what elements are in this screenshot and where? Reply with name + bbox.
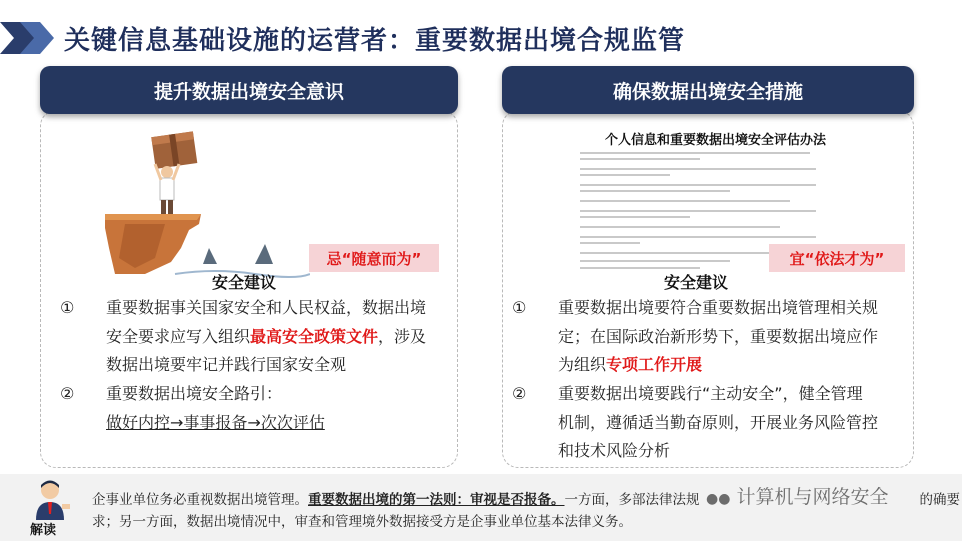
left-panel-heading: 提升数据出境安全意识: [40, 66, 458, 114]
interpretation-text-c: 一方面，多部法律法规: [564, 492, 700, 508]
interpretation-text-b: 重要数据出境的第一法则：审视是否报备。: [308, 492, 565, 508]
chevron-icon: [0, 18, 58, 58]
interpretation-label: 解读: [30, 523, 57, 538]
right-subtitle: 安全建议: [664, 273, 729, 292]
interpretation-text-a: 企事业单位务必重视数据出境管理。: [92, 492, 308, 508]
right-item-2-line-1: 重要数据出境要践行“主动安全”，健全管理: [558, 384, 863, 403]
page-title: 关键信息基础设施的运营者：重要数据出境合规监管: [64, 26, 686, 56]
left-subtitle: 安全建议: [212, 273, 277, 292]
presenter-avatar-icon: [28, 476, 72, 520]
left-item-1-highlight: 最高安全政策文件: [250, 327, 379, 346]
left-item-2-line-2: 做好内控→事事报备→次次评估: [106, 413, 325, 432]
right-item-1-line-3: [558, 351, 702, 379]
watermark-text: [706, 482, 889, 509]
left-warning-tag: 忌“随意而为”: [309, 244, 439, 272]
left-item-1-number: ①: [60, 298, 75, 317]
left-item-2-number: ②: [60, 384, 75, 403]
right-item-1-line-2: 定；在国际政治新形势下，重要数据出境应作: [558, 327, 879, 346]
right-item-1-highlight: 专项工作开展: [606, 355, 703, 374]
right-item-2-number: ②: [512, 384, 527, 403]
right-item-1-number: ①: [512, 298, 527, 317]
left-item-1-line-2-c: ，涉及: [378, 327, 427, 346]
cliff-illustration: [105, 128, 310, 278]
wechat-icon: ●●: [706, 491, 731, 507]
left-item-2-line-1: 重要数据出境安全路引：: [106, 384, 283, 403]
right-item-2-line-2: 机制，遵循适当勤奋原则，开展业务风险管控: [558, 413, 879, 432]
interpretation-text-d: 的确要: [919, 492, 960, 508]
right-panel-heading: 确保数据出境安全措施: [502, 66, 914, 114]
left-item-1-line-3: 数据出境要牢记并践行国家安全观: [106, 355, 347, 374]
document-title: 个人信息和重要数据出境安全评估办法: [605, 133, 827, 148]
left-item-1-line-1: 重要数据事关国家安全和人民权益，数据出境: [106, 298, 427, 317]
watermark-label: 计算机与网络安全: [736, 486, 889, 508]
right-item-1-line-1: 重要数据出境要符合重要数据出境管理相关规: [558, 298, 879, 317]
right-item-2-line-3: 和技术风险分析: [558, 441, 671, 460]
left-item-1-line-2-a: 安全要求应写入组织: [106, 327, 251, 346]
left-item-1-line-2: [106, 323, 426, 351]
right-item-1-line-3-a: 为组织: [558, 355, 607, 374]
right-recommend-tag: 宜“依法才为”: [769, 244, 905, 272]
interpretation-line-2: 求；另一方面，数据出境情况中，审查和管理境外数据接受方是企事业单位基本法律义务。: [92, 514, 632, 530]
